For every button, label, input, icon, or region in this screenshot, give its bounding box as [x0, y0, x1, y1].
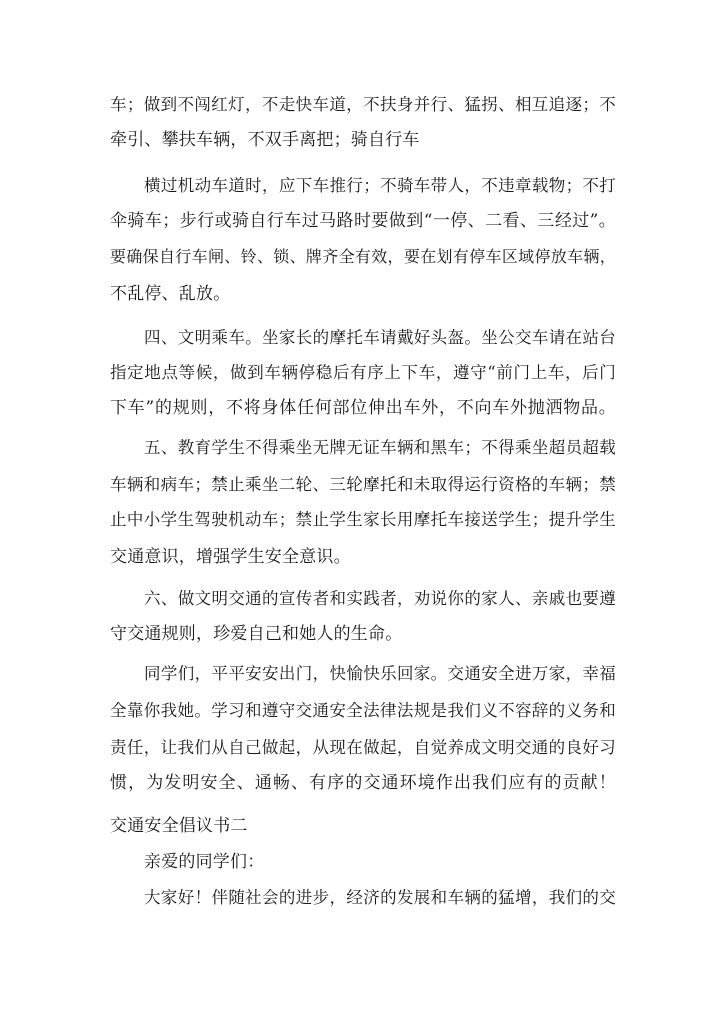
text-line: 伞骑车；步行或骑自行车过马路时要做到“一停、二看、三经过”。 — [110, 211, 616, 231]
text-line: 车辆和病车；禁止乘坐二轮、三轮摩托和未取得运行资格的车辆；禁 — [110, 475, 616, 494]
text-line: 五、教育学生不得乘坐无牌无证车辆和黑车；不得乘坐超员超载 — [144, 438, 616, 457]
text-line: 守交通规则，珍爱自己和她人的生命。 — [110, 624, 403, 644]
text-line: 交通意识，增强学生安全意识。 — [110, 547, 351, 567]
text-line: 横过机动车道时，应下车推行；不骑车带人，不违章载物；不打 — [144, 176, 616, 195]
text-line: 同学们，平平安安出门，快愉快乐回家。交通安全进万家，幸福 — [144, 664, 616, 683]
text-line: 牵引、攀扶车辆，不双手离把；骑自行车 — [110, 130, 420, 150]
text-line: 止中小学生驾驶机动车；禁止学生家长用摩托车接送学生；提升学生 — [110, 510, 616, 529]
salutation: 亲爱的同学们： — [144, 852, 265, 872]
text-line: 不乱停、乱放。 — [110, 284, 231, 304]
text-line: 全靠你我她。学习和遵守交通安全法律法规是我们义不容辞的义务和 — [110, 701, 616, 720]
text-line: 责任，让我们从自己做起，从现在做起，自觉养成文明交通的良好习 — [110, 738, 616, 757]
text-line: 惯，为发明安全、通畅、有序的交通环境作出我们应有的贡献！ — [110, 773, 616, 793]
text-line: 六、做文明交通的宣传者和实践者，劝说你的家人、亲戚也要遵 — [144, 589, 616, 608]
text-line: 四、文明乘车。坐家长的摩托车请戴好头盔。坐公交车请在站台 — [144, 328, 616, 347]
text-line: 要确保自行车闸、铃、锁、牌齐全有效，要在划有停车区域停放车辆， — [110, 247, 616, 266]
text-line: 下车”的规则，不将身体任何部位伸出车外，不向车外抛洒物品。 — [110, 398, 616, 418]
text-line: 大家好！伴随社会的进步，经济的发展和车辆的猛增，我们的交 — [144, 888, 616, 907]
section-heading: 交通安全倡议书二 — [110, 816, 248, 836]
text-line: 车；做到不闯红灯，不走快车道，不扶身并行、猛拐、相互追逐；不 — [110, 95, 616, 114]
text-line: 指定地点等候，做到车辆停稳后有序上下车，遵守“前门上车，后门 — [110, 363, 616, 382]
